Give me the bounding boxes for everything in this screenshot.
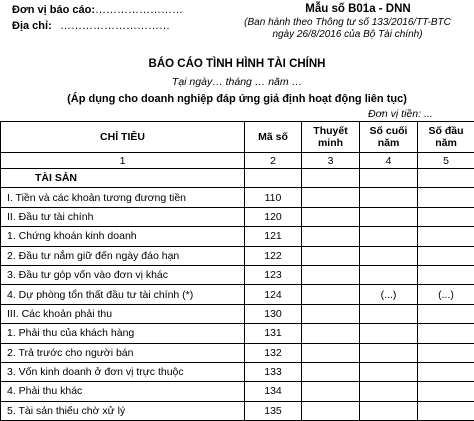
column-number: 2 (245, 153, 302, 169)
header-begin-year (418, 122, 474, 153)
row-note (302, 265, 360, 284)
unit-label: Đơn vị báo cáo: (12, 4, 95, 16)
form-note-line2: ngày 26/8/2016 của Bộ Tài chính) (225, 29, 470, 40)
header-end-year (360, 122, 418, 153)
table-row (1, 401, 474, 420)
header-indicator: CHỈ TIÊU (1, 122, 245, 153)
section-row (1, 169, 474, 188)
row-code: 133 (245, 362, 302, 381)
row-label: II. Đầu tư tài chính (1, 207, 245, 226)
row-note (302, 207, 360, 226)
address-label: Địa chỉ: (12, 20, 52, 32)
column-number: 1 (1, 153, 245, 169)
form-code: Mẫu số B01a - DNN (283, 3, 433, 15)
row-end-value (360, 188, 418, 207)
row-end-value (360, 401, 418, 420)
row-label: 4. Phải thu khác (1, 382, 245, 401)
table-row (1, 382, 474, 401)
currency-unit: Đơn vị tiền: ... (368, 108, 433, 120)
row-end-value (360, 265, 418, 284)
row-label: I. Tiền và các khoản tương đương tiền (1, 188, 245, 207)
row-label: 2. Đầu tư nắm giữ đến ngày đáo hạn (1, 246, 245, 265)
table-row (1, 324, 474, 343)
row-end-value (360, 207, 418, 226)
form-note-line1: (Ban hành theo Thông tư số 133/2016/TT-BTC (225, 17, 470, 28)
row-begin-value (418, 382, 474, 401)
header-begin-line2: năm (421, 137, 471, 149)
table-row (1, 362, 474, 381)
row-note (302, 324, 360, 343)
row-note (302, 382, 360, 401)
row-begin-value (418, 401, 474, 420)
row-note (302, 362, 360, 381)
column-number: 4 (360, 153, 418, 169)
row-label: 3. Đầu tư góp vốn vào đơn vị khác (1, 265, 245, 284)
table-row (1, 285, 474, 304)
row-code: 120 (245, 207, 302, 226)
row-code: 124 (245, 285, 302, 304)
row-label: 3. Vốn kinh doanh ở đơn vị trực thuộc (1, 362, 245, 381)
report-scope: (Áp dụng cho doanh nghiệp đáp ứng giả định hoạt động liên tục) (0, 93, 474, 105)
row-begin-value (418, 188, 474, 207)
header-end-line2: năm (363, 137, 414, 149)
header-note (302, 122, 360, 153)
header-begin-line1: Số đầu (421, 125, 471, 137)
row-label: 1. Chứng khoán kinh doanh (1, 227, 245, 246)
row-note (302, 246, 360, 265)
row-begin-value: (...) (418, 285, 474, 304)
table-row (1, 265, 474, 284)
row-label: 1. Phải thu của khách hàng (1, 324, 245, 343)
balance-sheet-table (0, 121, 474, 421)
row-begin-value (418, 207, 474, 226)
section-title: TÀI SẢN (1, 169, 245, 188)
column-number: 3 (302, 153, 360, 169)
row-end-value (360, 343, 418, 362)
unit-dots: …………………… (95, 4, 183, 16)
row-note (302, 343, 360, 362)
column-number: 5 (418, 153, 474, 169)
row-code: 131 (245, 324, 302, 343)
row-code: 123 (245, 265, 302, 284)
row-note (302, 188, 360, 207)
row-end-value (360, 324, 418, 343)
header-note-line2: minh (305, 137, 356, 149)
row-code: 134 (245, 382, 302, 401)
row-code: 121 (245, 227, 302, 246)
row-code: 110 (245, 188, 302, 207)
address-dots: ………………………… (60, 20, 170, 32)
table-row (1, 227, 474, 246)
row-begin-value (418, 246, 474, 265)
row-note (302, 227, 360, 246)
table-row (1, 207, 474, 226)
row-note (302, 285, 360, 304)
header-end-line1: Số cuối (363, 125, 414, 137)
row-end-value: (...) (360, 285, 418, 304)
table-header-row (1, 122, 474, 153)
report-title: BÁO CÁO TÌNH HÌNH TÀI CHÍNH (0, 58, 474, 70)
report-date-line: Tại ngày… tháng … năm … (0, 76, 474, 88)
row-begin-value (418, 265, 474, 284)
row-code: 132 (245, 343, 302, 362)
header-code: Mã số (245, 122, 302, 153)
row-note (302, 304, 360, 323)
row-end-value (360, 227, 418, 246)
row-begin-value (418, 362, 474, 381)
row-code: 135 (245, 401, 302, 420)
row-begin-value (418, 227, 474, 246)
row-note (302, 401, 360, 420)
row-label: 2. Trả trước cho người bán (1, 343, 245, 362)
table-row (1, 304, 474, 323)
row-begin-value (418, 304, 474, 323)
row-label: 5. Tài sản thiếu chờ xử lý (1, 401, 245, 420)
row-label: 4. Dự phòng tổn thất đầu tư tài chính (*) (1, 285, 245, 304)
row-end-value (360, 382, 418, 401)
row-end-value (360, 362, 418, 381)
row-begin-value (418, 343, 474, 362)
table-row (1, 246, 474, 265)
row-label: III. Các khoản phải thu (1, 304, 245, 323)
row-code: 122 (245, 246, 302, 265)
row-end-value (360, 304, 418, 323)
header-note-line1: Thuyết (305, 125, 356, 137)
column-number-row (1, 153, 474, 169)
table-row (1, 188, 474, 207)
row-begin-value (418, 324, 474, 343)
table-row (1, 343, 474, 362)
row-end-value (360, 246, 418, 265)
row-code: 130 (245, 304, 302, 323)
